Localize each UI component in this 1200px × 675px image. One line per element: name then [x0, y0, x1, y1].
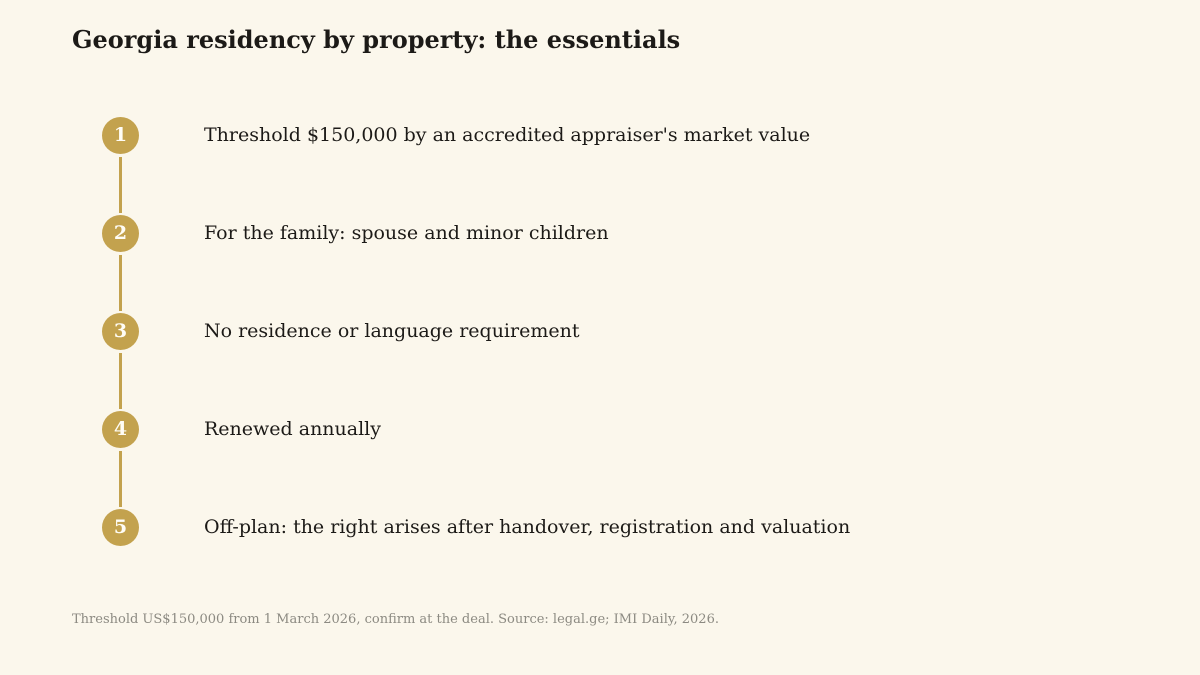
page-title: Georgia residency by property: the essentials — [72, 25, 681, 54]
step-number-badge: 2 — [102, 215, 139, 252]
step-text: For the family: spouse and minor children — [204, 222, 609, 244]
step-text: Renewed annually — [204, 418, 381, 440]
connector-1-2 — [119, 157, 122, 213]
step-number-badge: 1 — [102, 117, 139, 154]
step-number-badge: 5 — [102, 509, 139, 546]
source-footnote: Threshold US$150,000 from 1 March 2026, confirm at the deal. Source: legal.ge; IMI Daily, 2026. — [72, 612, 719, 627]
step-number-badge: 4 — [102, 411, 139, 448]
step-text: No residence or language requirement — [204, 320, 580, 342]
step-number-badge: 3 — [102, 313, 139, 350]
step-text: Threshold $150,000 by an accredited appraiser's market value — [204, 124, 811, 146]
connector-2-3 — [119, 255, 122, 311]
connector-3-4 — [119, 353, 122, 409]
connector-4-5 — [119, 451, 122, 507]
step-text: Off-plan: the right arises after handover, registration and valuation — [204, 516, 851, 538]
